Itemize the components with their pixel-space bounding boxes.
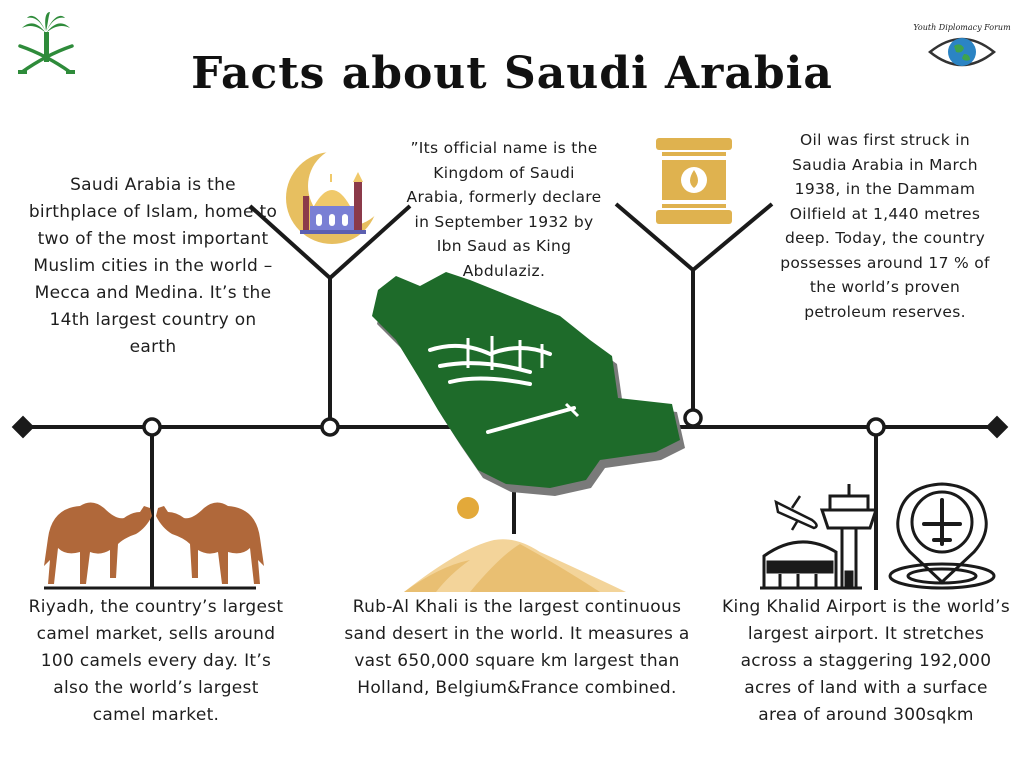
timeline-node — [685, 410, 701, 426]
fact-king-khalid-airport: King Khalid Airport is the world’s largest airport. It stretches across a staggering 192,000 acres of land with a surface area of around 300sqkm — [722, 597, 1010, 725]
page-title: Facts about Saudi Arabia — [191, 48, 833, 99]
timeline-node — [868, 419, 884, 435]
timeline-node — [322, 419, 338, 435]
connector-oil — [616, 204, 772, 410]
map-flag-icon — [372, 272, 685, 496]
forum-eye-logo-icon — [913, 23, 1011, 66]
airport-pin-icon — [890, 484, 994, 588]
plane-icon — [776, 496, 817, 530]
timeline-node — [144, 419, 160, 435]
fact-riyadh-camels: Riyadh, the country’s largest camel market, sells around 100 camels every day. It’s also the world’s largest camel market. — [28, 597, 284, 725]
camel-icon — [44, 502, 152, 584]
fact-rub-al-khali: Rub-Al Khali is the largest continuous sand desert in the world. It measures a vast 650,000 square km largest than Holland, Belgium&France combined. — [344, 597, 690, 698]
fact-islam: Saudi Arabia is the birthplace of Islam, home to two of the most important Muslim cities in the world – Mecca and Medina. It’s the 14th largest country on earth — [28, 175, 278, 357]
fact-official-name: ”Its official name is the Kingdom of Saudi Arabia, formerly declare in September 1932 by Ibn Saud as King Abdulaziz. — [406, 139, 602, 280]
logo-text: Youth Diplomacy Forum — [913, 23, 1011, 32]
fact-oil: Oil was first struck in Saudia Arabia in March 1938, in the Dammam Oilfield at 1,440 metres deep. Today, the country possesses around 17 % of the world’s proven petroleum reserves. — [780, 131, 990, 321]
camel-icon — [156, 502, 264, 584]
control-tower-icon — [760, 484, 876, 588]
saudi-emblem-icon — [18, 12, 75, 74]
timeline-end-right — [986, 416, 1009, 439]
oil-barrel-icon — [656, 138, 732, 224]
mosque-crescent-icon — [286, 146, 388, 244]
timeline-end-left — [12, 416, 35, 439]
